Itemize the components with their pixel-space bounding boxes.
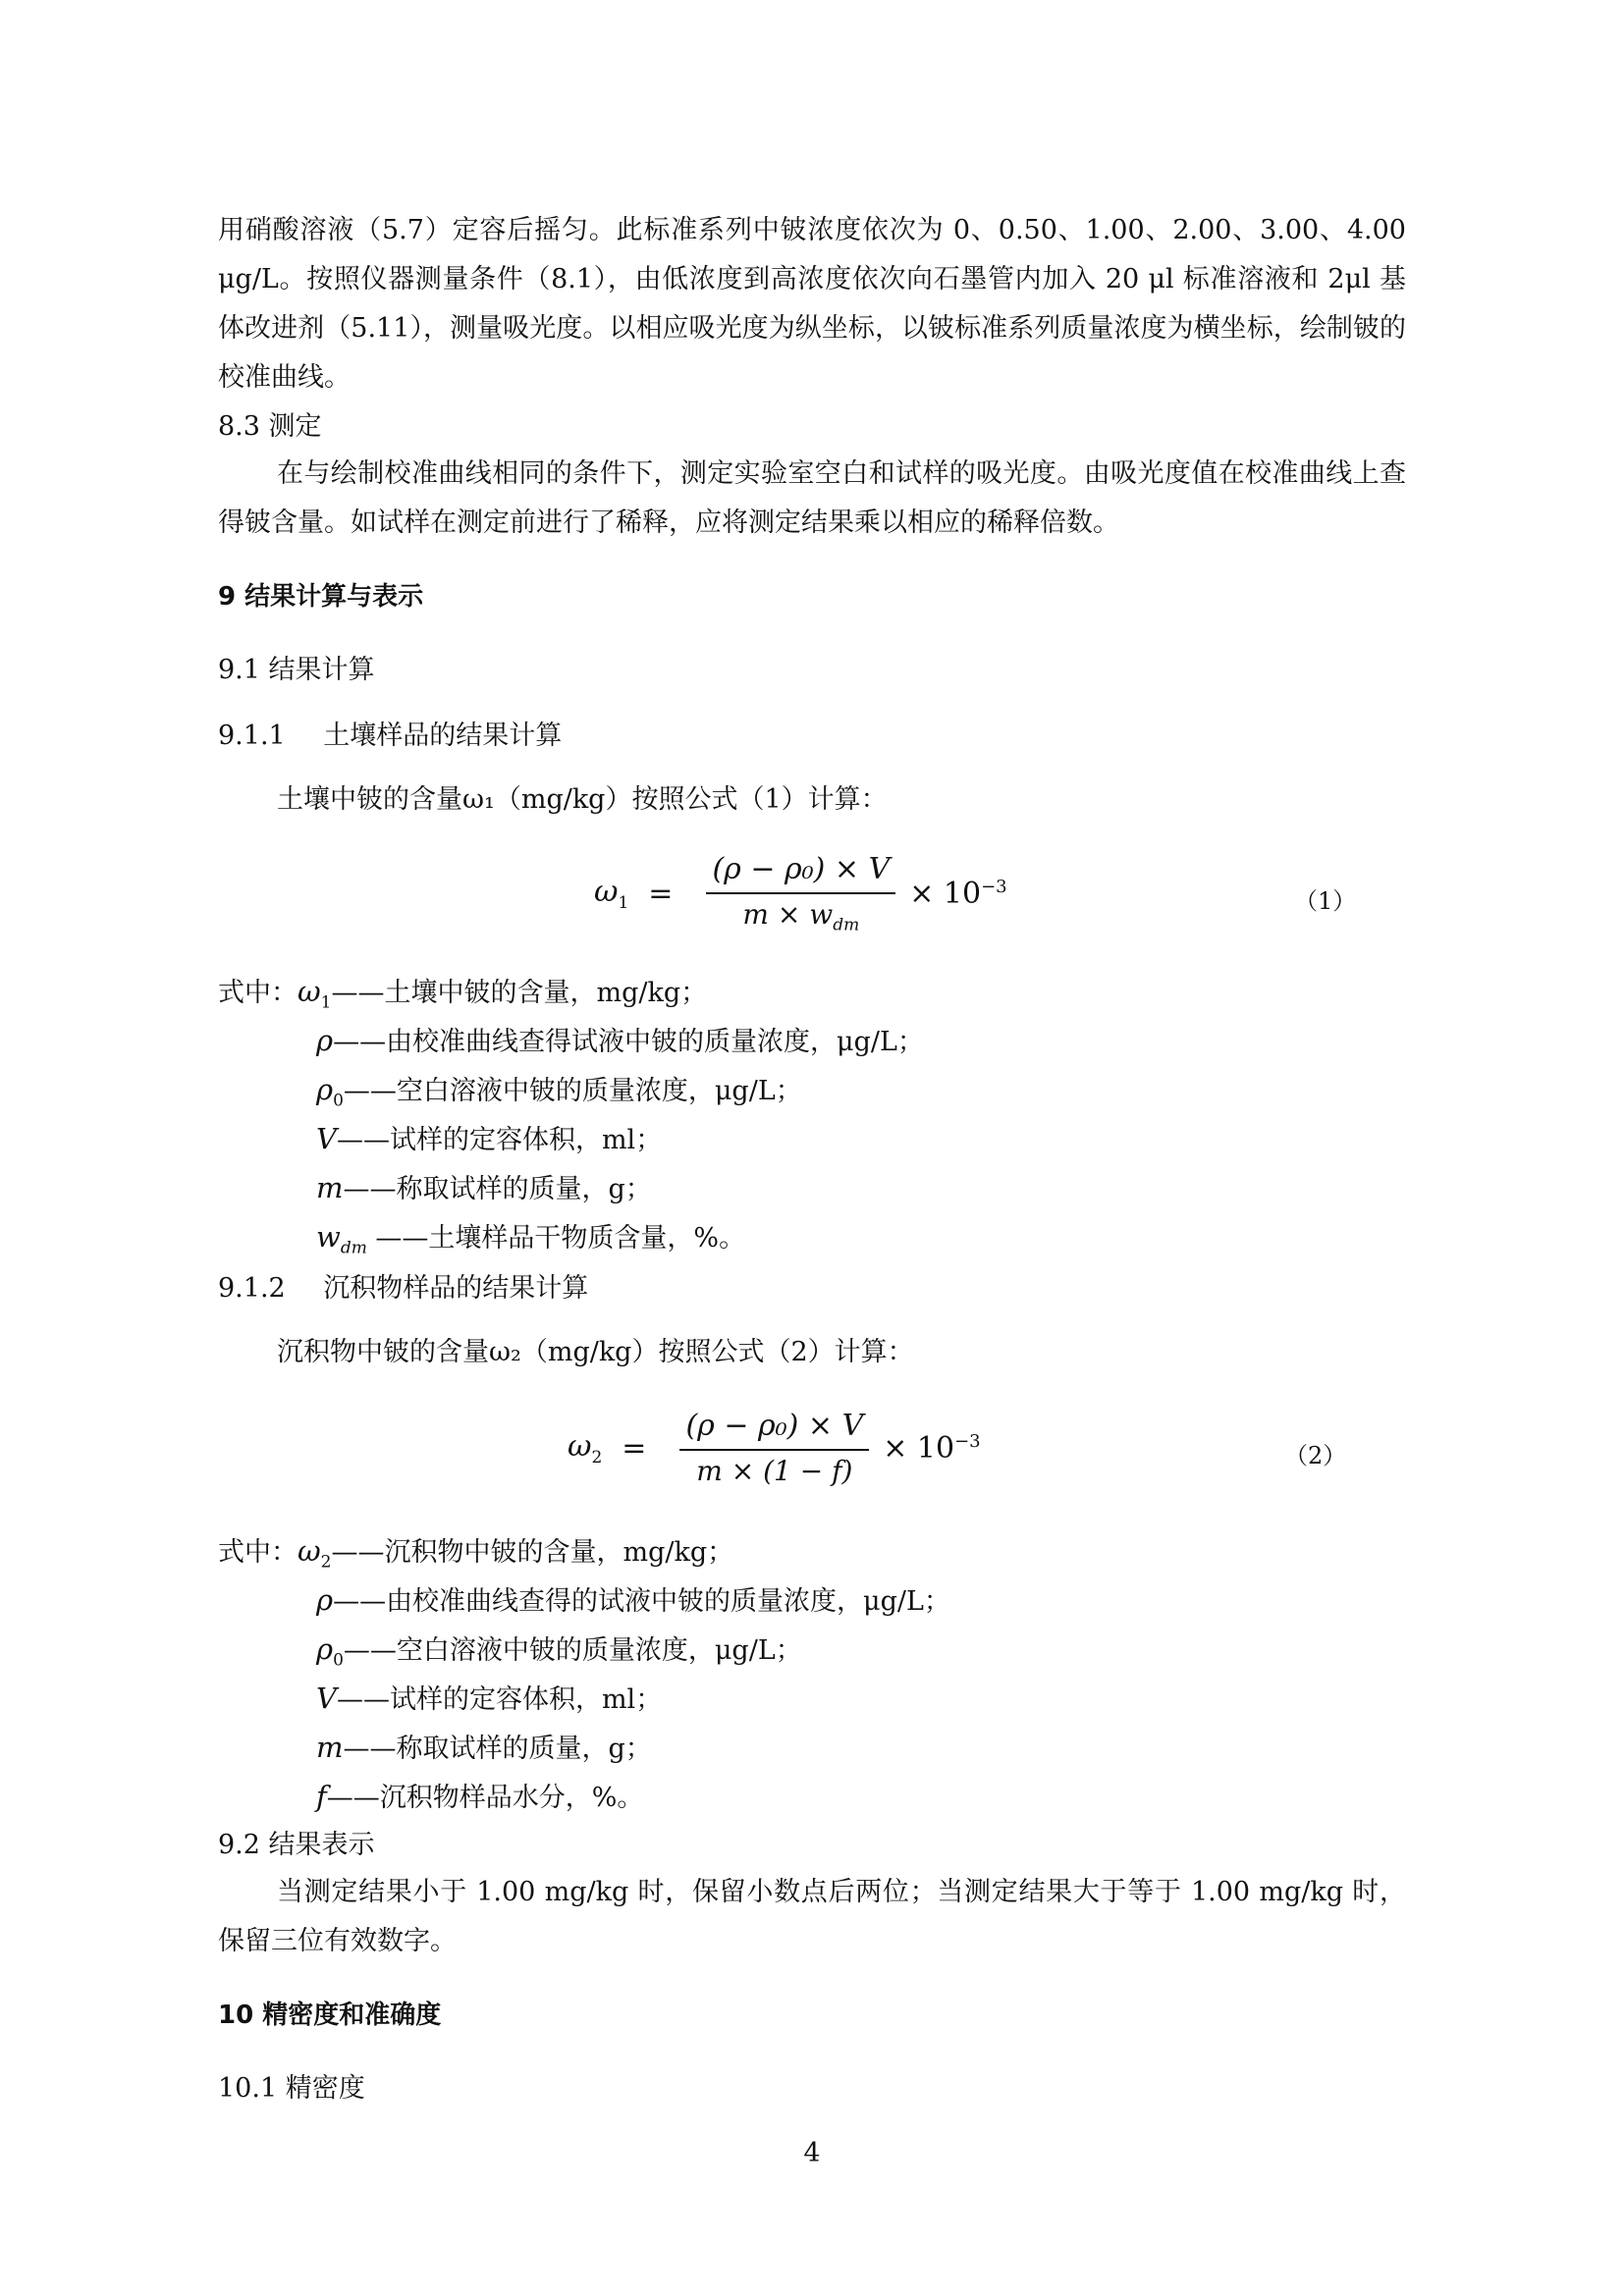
definition-row: ρ——由校准曲线查得试液中铍的质量浓度，μg/L； <box>316 1024 924 1057</box>
heading-9-2: 9.2 结果表示 <box>218 1830 375 1860</box>
definition-row: ρ——由校准曲线查得的试液中铍的质量浓度，μg/L； <box>316 1583 950 1617</box>
heading-number: 9.1.1 <box>218 721 286 751</box>
definition-prefix: 式中： <box>218 978 298 1008</box>
heading-number: 9.1.2 <box>218 1273 286 1304</box>
definition-row: 式中：$\omega_1——$土壤中铍的含量，mg/kg； <box>218 975 708 1013</box>
formula1-denominator: $m \times w_{dm}$ <box>742 898 860 935</box>
formula2-numerator: (ρ − ρ₀) × V <box>679 1409 869 1451</box>
equals-sign: = <box>648 876 674 911</box>
definition-row: m——称取试样的质量，g； <box>316 1731 652 1764</box>
heading-8-3: 8.3 测定 <box>218 411 322 442</box>
formula2-factor: × $10^{-3}$ <box>883 1430 981 1466</box>
definition-row: $\rho_0——$空白溶液中铍的质量浓度，μg/L； <box>316 1632 802 1671</box>
definition-row: V——试样的定容体积，ml； <box>316 1122 663 1155</box>
formula1-fraction <box>706 852 895 935</box>
definition-row: m——称取试样的质量，g； <box>316 1171 652 1204</box>
equation-number-2: （2） <box>1284 1442 1347 1469</box>
paragraph-standard-series: 用硝酸溶液（5.7）定容后摇匀。此标准系列中铍浓度依次为 0、0.50、1.00、2.00、3.00、4.00 μg/L。按照仪器测量条件（8.1），由低浓度到高浓度依次向石墨管内加入 20 μl 标准溶液和 2μl 基体改进剂（5.11），测量吸光度。以相应吸光度为纵坐标，以铍标准系列质量浓度为横坐标，绘制铍的校准曲线。 <box>218 215 1406 393</box>
equals-sign: = <box>622 1430 647 1466</box>
page-number: 4 <box>803 2138 821 2168</box>
definition-row: f——沉积物样品水分，%。 <box>316 1780 644 1813</box>
formula-2 <box>568 1409 981 1487</box>
paragraph-result-expression: 当测定结果小于 1.00 mg/kg 时，保留小数点后两位；当测定结果大于等于 1.00 mg/kg 时，保留三位有效数字。 <box>218 1877 1406 1956</box>
heading-9-1-1 <box>218 717 562 756</box>
heading-9-1: 9.1 结果计算 <box>218 655 375 685</box>
paragraph-formula2-intro: 沉积物中铍的含量ω₂（mg/kg）按照公式（2）计算： <box>277 1337 914 1367</box>
formula1-lhs: $\omega_1$ <box>594 874 629 913</box>
formula1-numerator: (ρ − ρ₀) × V <box>706 852 895 894</box>
definition-prefix: 式中： <box>218 1537 298 1568</box>
definition-row: 式中：$\omega_2——$沉积物中铍的含量，mg/kg； <box>218 1534 734 1573</box>
definition-row: $\rho_0——$空白溶液中铍的质量浓度，μg/L； <box>316 1073 802 1111</box>
heading-9-1-2 <box>218 1269 588 1308</box>
definition-row: $w_{dm}$ ——土壤样品干物质含量，%。 <box>316 1220 746 1258</box>
formula2-lhs: $\omega_2$ <box>568 1428 603 1468</box>
formula2-denominator: m × (1 − f) <box>696 1455 853 1487</box>
formula-1 <box>594 852 1007 935</box>
formula1-factor: × $10^{-3}$ <box>909 876 1007 911</box>
paragraph-measurement: 在与绘制校准曲线相同的条件下，测定实验室空白和试样的吸光度。由吸光度值在校准曲线上查得铍含量。如试样在测定前进行了稀释，应将测定结果乘以相应的稀释倍数。 <box>218 458 1406 538</box>
formula2-fraction <box>679 1409 869 1487</box>
paragraph-formula1-intro: 土壤中铍的含量ω₁（mg/kg）按照公式（1）计算： <box>277 784 888 815</box>
heading-10-1: 10.1 精密度 <box>218 2073 365 2104</box>
heading-text: 沉积物样品的结果计算 <box>323 1273 589 1304</box>
equation-number-1: （1） <box>1294 887 1357 915</box>
definition-row: V——试样的定容体积，ml； <box>316 1682 663 1715</box>
heading-text: 土壤样品的结果计算 <box>323 721 563 751</box>
heading-10: 10 精密度和准确度 <box>218 2001 442 2030</box>
heading-9: 9 结果计算与表示 <box>218 582 424 612</box>
